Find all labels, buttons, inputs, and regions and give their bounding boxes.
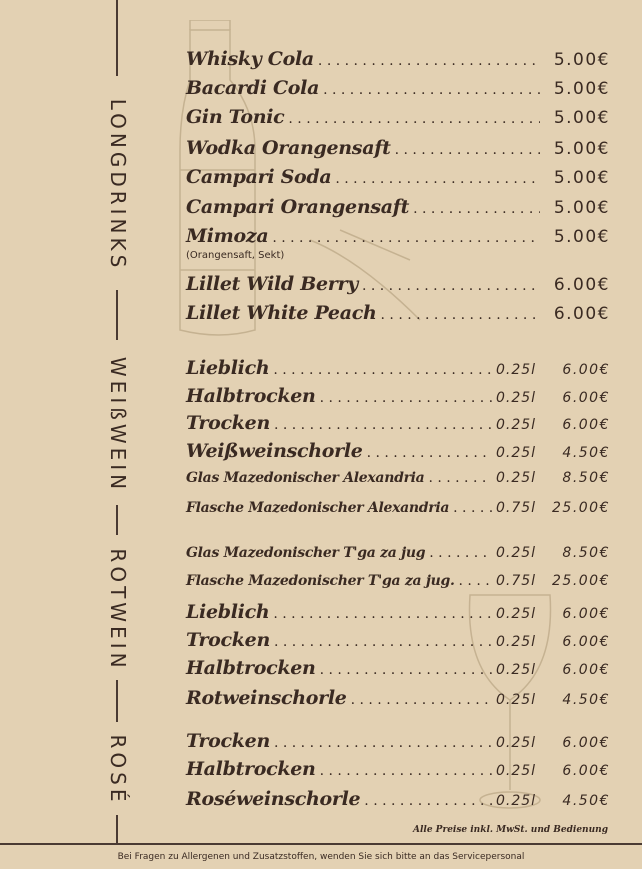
- leader-dots: [453, 500, 492, 516]
- leader-dots: [274, 735, 492, 751]
- item-price: 5.00€: [553, 50, 610, 70]
- leader-dots: [364, 793, 492, 809]
- item-price: 6.00€: [562, 606, 610, 622]
- leader-dots: [274, 417, 492, 433]
- item-volume: 0.25l: [496, 545, 537, 561]
- divider-line: [116, 290, 118, 340]
- leader-dots: [351, 692, 492, 708]
- leader-dots: [367, 445, 492, 461]
- leader-dots: [381, 307, 540, 323]
- leader-dots: [459, 573, 492, 589]
- leader-dots: [273, 606, 492, 622]
- item-volume: 0.25l: [496, 634, 537, 650]
- item-price: 8.50€: [562, 545, 610, 561]
- section-label-rose: ROSÉ: [106, 734, 130, 806]
- item-volume: 0.75l: [496, 500, 537, 516]
- leader-dots: [274, 634, 492, 650]
- item-name: Glas Mazedonischer T'ga za jug: [186, 545, 426, 561]
- item-volume: 0.25l: [496, 390, 537, 406]
- mimoza-note: (Orangensaft, Sekt): [186, 250, 285, 261]
- item-volume: 0.25l: [496, 470, 537, 486]
- leader-dots: [273, 362, 492, 378]
- menu-item: [186, 385, 610, 413]
- item-price: 6.00€: [562, 735, 610, 751]
- item-name: Mimoza: [186, 225, 269, 247]
- item-price: 6.00€: [562, 390, 610, 406]
- menu-item: [186, 687, 610, 715]
- item-name: Lillet Wild Berry: [186, 273, 358, 295]
- section-label-rotwein: ROTWEIN: [106, 548, 130, 672]
- item-price: 6.00€: [562, 634, 610, 650]
- item-name: Flasche Mazedonischer Alexandria: [186, 500, 450, 516]
- leader-dots: [413, 201, 540, 217]
- item-volume: 0.25l: [496, 362, 537, 378]
- item-price: 6.00€: [562, 662, 610, 678]
- item-name: Campari Soda: [186, 166, 332, 188]
- item-price: 5.00€: [553, 227, 610, 247]
- menu-item: [186, 357, 610, 385]
- item-name: Glas Mazedonischer Alexandria: [186, 470, 425, 486]
- item-price: 6.00€: [562, 763, 610, 779]
- menu-item: [186, 601, 610, 629]
- item-name: Lieblich: [186, 357, 270, 379]
- menu-item: [186, 730, 610, 758]
- leader-dots: [320, 662, 492, 678]
- bottom-divider: [0, 843, 642, 845]
- item-name: Flasche Mazedonischer T'ga za jug.: [186, 573, 455, 589]
- item-price: 5.00€: [553, 139, 610, 159]
- item-name: Rotweinschorle: [186, 687, 347, 709]
- item-price: 6.00€: [553, 275, 610, 295]
- item-price: 6.00€: [553, 304, 610, 324]
- menu-item: [186, 166, 610, 194]
- menu-item: [186, 500, 610, 528]
- menu-item: [186, 225, 610, 253]
- leader-dots: [320, 390, 492, 406]
- item-price: 4.50€: [562, 793, 610, 809]
- item-price: 5.00€: [553, 108, 610, 128]
- item-volume: 0.25l: [496, 606, 537, 622]
- leader-dots: [335, 171, 540, 187]
- item-name: Gin Tonic: [186, 106, 285, 128]
- item-price: 6.00€: [562, 417, 610, 433]
- item-volume: 0.25l: [496, 793, 537, 809]
- leader-dots: [428, 470, 492, 486]
- menu-item: [186, 302, 610, 330]
- menu-item: [186, 273, 610, 301]
- item-price: 5.00€: [553, 198, 610, 218]
- leader-dots: [395, 142, 540, 158]
- item-volume: 0.25l: [496, 763, 537, 779]
- item-name: Bacardi Cola: [186, 77, 320, 99]
- item-name: Wodka Orangensaft: [186, 137, 391, 159]
- item-name: Trocken: [186, 412, 270, 434]
- menu-item: [186, 48, 610, 76]
- divider-line: [116, 815, 118, 843]
- menu-item: [186, 573, 610, 601]
- section-label-weisswein: WEIßWEIN: [106, 356, 130, 494]
- item-volume: 0.25l: [496, 662, 537, 678]
- item-name: Trocken: [186, 629, 270, 651]
- item-volume: 0.25l: [496, 692, 537, 708]
- menu-item: [186, 758, 610, 786]
- item-volume: 0.25l: [496, 417, 537, 433]
- menu-item: [186, 470, 610, 498]
- item-price: 6.00€: [562, 362, 610, 378]
- item-price: 8.50€: [562, 470, 610, 486]
- menu-item: [186, 440, 610, 468]
- item-name: Lieblich: [186, 601, 270, 623]
- menu-item: [186, 545, 610, 573]
- allergen-footer: Bei Fragen zu Allergenen und Zusatzstoffen, wenden Sie sich bitte an das Servicepersonal: [117, 852, 525, 862]
- item-price: 5.00€: [553, 168, 610, 188]
- leader-dots: [320, 763, 492, 779]
- divider-line: [116, 505, 118, 535]
- leader-dots: [362, 278, 540, 294]
- item-price: 5.00€: [553, 79, 610, 99]
- item-price: 4.50€: [562, 692, 610, 708]
- item-price: 4.50€: [562, 445, 610, 461]
- item-name: Halbtrocken: [186, 758, 316, 780]
- section-label-longdrinks: LONGDRINKS: [106, 98, 130, 272]
- menu-item: [186, 412, 610, 440]
- leader-dots: [323, 82, 540, 98]
- item-price: 25.00€: [552, 573, 610, 589]
- leader-dots: [318, 53, 540, 69]
- price-note: Alle Preise inkl. MwSt. und Bedienung: [413, 825, 608, 835]
- menu-item: [186, 137, 610, 165]
- item-name: Trocken: [186, 730, 270, 752]
- item-volume: 0.25l: [496, 445, 537, 461]
- leader-dots: [288, 111, 540, 127]
- menu-item: [186, 629, 610, 657]
- menu-item: [186, 657, 610, 685]
- item-name: Roséweinschorle: [186, 788, 361, 810]
- item-price: 25.00€: [552, 500, 610, 516]
- menu-item: [186, 77, 610, 105]
- item-volume: 0.25l: [496, 735, 537, 751]
- item-volume: 0.75l: [496, 573, 537, 589]
- item-name: Whisky Cola: [186, 48, 314, 70]
- leader-dots: [272, 230, 540, 246]
- item-name: Halbtrocken: [186, 657, 316, 679]
- item-name: Campari Orangensaft: [186, 196, 410, 218]
- menu-item: [186, 788, 610, 816]
- item-name: Halbtrocken: [186, 385, 316, 407]
- item-name: Lillet White Peach: [186, 302, 377, 324]
- menu-item: [186, 196, 610, 224]
- item-name: Weißweinschorle: [186, 440, 363, 462]
- divider-line: [116, 0, 118, 76]
- menu-item: [186, 106, 610, 134]
- leader-dots: [429, 545, 492, 561]
- divider-line: [116, 680, 118, 722]
